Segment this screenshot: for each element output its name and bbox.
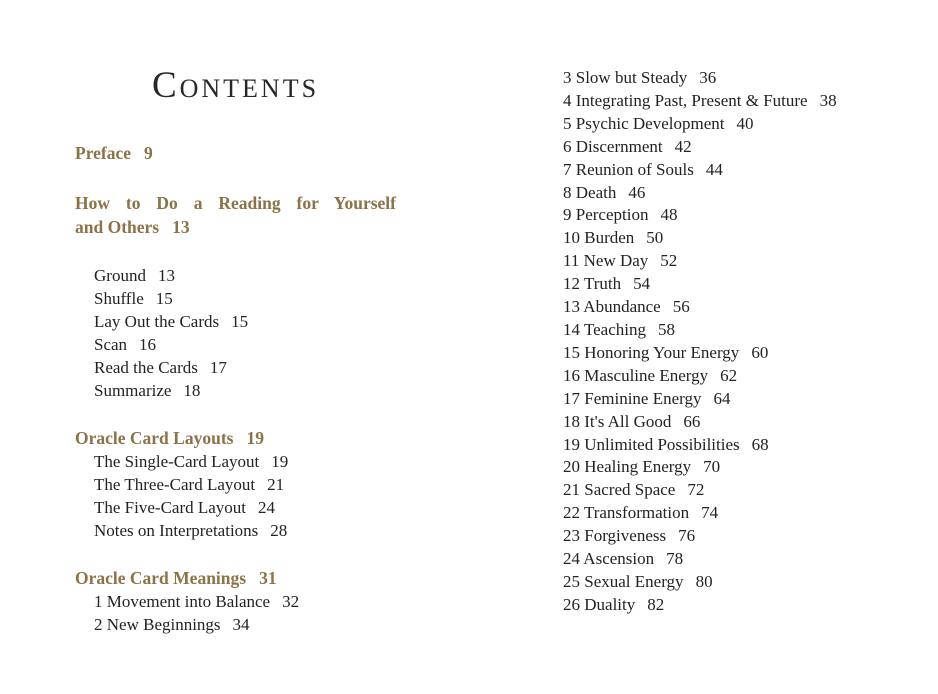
toc-entry-page: 38 xyxy=(819,90,837,110)
toc-entry xyxy=(75,496,396,519)
toc-entry-label: Ground xyxy=(94,266,146,285)
layouts-items xyxy=(75,450,396,542)
toc-entry xyxy=(563,227,883,250)
toc-entry xyxy=(563,159,883,182)
toc-entry-label: The Five-Card Layout xyxy=(94,498,247,517)
toc-entry-page: 64 xyxy=(713,388,731,408)
toc-entry-label: Summarize xyxy=(94,381,172,400)
toc-entry xyxy=(563,365,883,388)
toc-entry-label: Notes on Interpretations xyxy=(94,521,259,540)
toc-entry xyxy=(75,379,396,402)
left-column xyxy=(75,0,396,636)
toc-section-heading-how-to xyxy=(75,191,396,239)
toc-entry xyxy=(563,250,883,273)
toc-entry-label: Preface xyxy=(75,143,132,163)
toc-entry-label: 26 Duality xyxy=(563,594,636,614)
toc-entry-label: 3 Slow but Steady xyxy=(563,68,688,87)
toc-entry-page: 24 xyxy=(258,498,276,517)
toc-entry xyxy=(75,613,396,636)
toc-entry-page: 21 xyxy=(267,475,285,494)
toc-entry xyxy=(75,333,396,356)
toc-entry-label: 6 Discernment xyxy=(563,136,663,156)
toc-entry-page: 44 xyxy=(705,159,723,179)
toc-entry-page: 28 xyxy=(270,521,288,540)
toc-entry-label: Read the Cards xyxy=(94,358,198,377)
toc-heading-line2 xyxy=(75,215,396,239)
toc-entry xyxy=(563,411,883,434)
toc-entry-page: 42 xyxy=(674,136,692,156)
toc-entry-label: 2 New Beginnings xyxy=(94,615,221,634)
toc-entry-page: 82 xyxy=(647,594,665,614)
toc-entry-label: 16 Masculine Energy xyxy=(563,365,709,385)
toc-entry-page: 60 xyxy=(751,342,769,362)
toc-entry-label: 7 Reunion of Souls xyxy=(563,159,694,179)
toc-entry-page: 34 xyxy=(232,615,250,634)
toc-entry-preface xyxy=(75,141,396,165)
meanings-items-continued xyxy=(563,67,883,617)
toc-entry-label: Shuffle xyxy=(94,289,144,308)
toc-entry xyxy=(563,479,883,502)
toc-entry-label: 1 Movement into Balance xyxy=(94,592,271,611)
toc-entry-label: Oracle Card Meanings xyxy=(75,568,247,588)
toc-entry xyxy=(75,450,396,473)
how-to-items xyxy=(75,264,396,402)
toc-entry-page: 68 xyxy=(751,434,769,454)
toc-entry xyxy=(75,473,396,496)
toc-entry-label: 10 Burden xyxy=(563,228,635,248)
toc-entry-label: 22 Transformation xyxy=(563,503,690,523)
toc-entry xyxy=(563,548,883,571)
toc-entry xyxy=(75,356,396,379)
toc-entry-label: 8 Death xyxy=(563,182,617,202)
toc-entry-page: 19 xyxy=(246,428,264,448)
toc-heading-line1: How to Do a Reading for Yourself xyxy=(75,193,396,213)
right-column xyxy=(563,67,883,617)
toc-entry-label: 20 Healing Energy xyxy=(563,457,692,477)
toc-entry xyxy=(563,273,883,296)
toc-section-heading-layouts xyxy=(75,426,396,450)
toc-entry-label: 4 Integrating Past, Present & Future xyxy=(563,90,808,110)
toc-entry xyxy=(563,296,883,319)
toc-entry-page: 50 xyxy=(646,228,664,248)
toc-entry-page: 32 xyxy=(282,592,300,611)
toc-entry-page: 76 xyxy=(678,526,696,546)
toc-entry-page: 19 xyxy=(271,452,289,471)
toc-entry-page: 31 xyxy=(259,568,277,588)
toc-entry-page: 15 xyxy=(155,289,173,308)
toc-entry xyxy=(75,519,396,542)
toc-entry xyxy=(563,456,883,479)
toc-entry-page: 56 xyxy=(672,297,690,317)
toc-entry-page: 48 xyxy=(660,205,678,225)
toc-entry-page: 17 xyxy=(209,358,227,377)
toc-entry-page: 13 xyxy=(172,217,190,237)
toc-entry-label: Scan xyxy=(94,335,128,354)
toc-entry-page: 78 xyxy=(666,549,684,569)
toc-entry-label: 12 Truth xyxy=(563,274,622,294)
toc-section-heading-meanings xyxy=(75,566,396,590)
toc-entry-page: 74 xyxy=(701,503,719,523)
meanings-items xyxy=(75,590,396,636)
toc-entry-label: 23 Forgiveness xyxy=(563,526,667,546)
toc-entry-page: 70 xyxy=(703,457,721,477)
toc-entry-label: Oracle Card Layouts xyxy=(75,428,234,448)
toc-entry-label: 17 Feminine Energy xyxy=(563,388,702,408)
toc-entry xyxy=(563,502,883,525)
toc-entry-label: 25 Sexual Energy xyxy=(563,571,684,591)
toc-entry-page: 18 xyxy=(183,381,201,400)
toc-entry-label: 15 Honoring Your Energy xyxy=(563,342,740,362)
toc-entry-page: 36 xyxy=(699,68,717,87)
toc-entry xyxy=(563,342,883,365)
toc-entry-page: 80 xyxy=(695,571,713,591)
toc-entry-label: Lay Out the Cards xyxy=(94,312,220,331)
toc-entry xyxy=(563,594,883,617)
toc-entry-page: 62 xyxy=(720,365,738,385)
toc-entry-label: 9 Perception xyxy=(563,205,649,225)
toc-entry xyxy=(563,204,883,227)
toc-entry-label: The Single-Card Layout xyxy=(94,452,260,471)
toc-entry-page: 16 xyxy=(139,335,157,354)
toc-entry-page: 52 xyxy=(660,251,678,271)
toc-entry-label: 14 Teaching xyxy=(563,319,646,339)
toc-entry-label: and Others xyxy=(75,217,160,237)
page-title: Contents xyxy=(151,65,320,106)
toc-entry-label: 21 Sacred Space xyxy=(563,480,676,500)
toc-entry xyxy=(563,525,883,548)
toc-entry-label: 19 Unlimited Possibilities xyxy=(563,434,740,454)
toc-entry-page: 15 xyxy=(231,312,249,331)
toc-entry xyxy=(75,590,396,613)
toc-entry xyxy=(75,264,396,287)
toc-entry-page: 72 xyxy=(687,480,705,500)
toc-entry-page: 66 xyxy=(683,411,701,431)
toc-entry-label: 18 It's All Good xyxy=(563,411,672,431)
toc-entry xyxy=(563,319,883,342)
toc-entry xyxy=(563,388,883,411)
toc-entry xyxy=(563,67,883,90)
toc-entry-label: 5 Psychic Development xyxy=(563,113,725,133)
toc-entry xyxy=(75,310,396,333)
toc-entry-page: 54 xyxy=(633,274,651,294)
toc-entry-page: 58 xyxy=(658,319,675,339)
toc-entry xyxy=(563,571,883,594)
toc-entry xyxy=(563,182,883,205)
toc-entry xyxy=(563,113,883,136)
toc-entry-label: 11 New Day xyxy=(563,251,649,271)
toc-entry xyxy=(75,287,396,310)
toc-entry-label: 13 Abundance xyxy=(563,297,661,317)
toc-entry xyxy=(563,136,883,159)
toc-entry-label: The Three-Card Layout xyxy=(94,475,256,494)
toc-entry-page: 40 xyxy=(736,113,754,133)
toc-entry-page: 46 xyxy=(628,182,646,202)
toc-entry xyxy=(563,90,883,113)
toc-entry-page: 9 xyxy=(144,143,153,163)
toc-entry-page: 13 xyxy=(157,266,175,285)
toc-entry xyxy=(563,434,883,457)
toc-entry-label: 24 Ascension xyxy=(563,549,655,569)
